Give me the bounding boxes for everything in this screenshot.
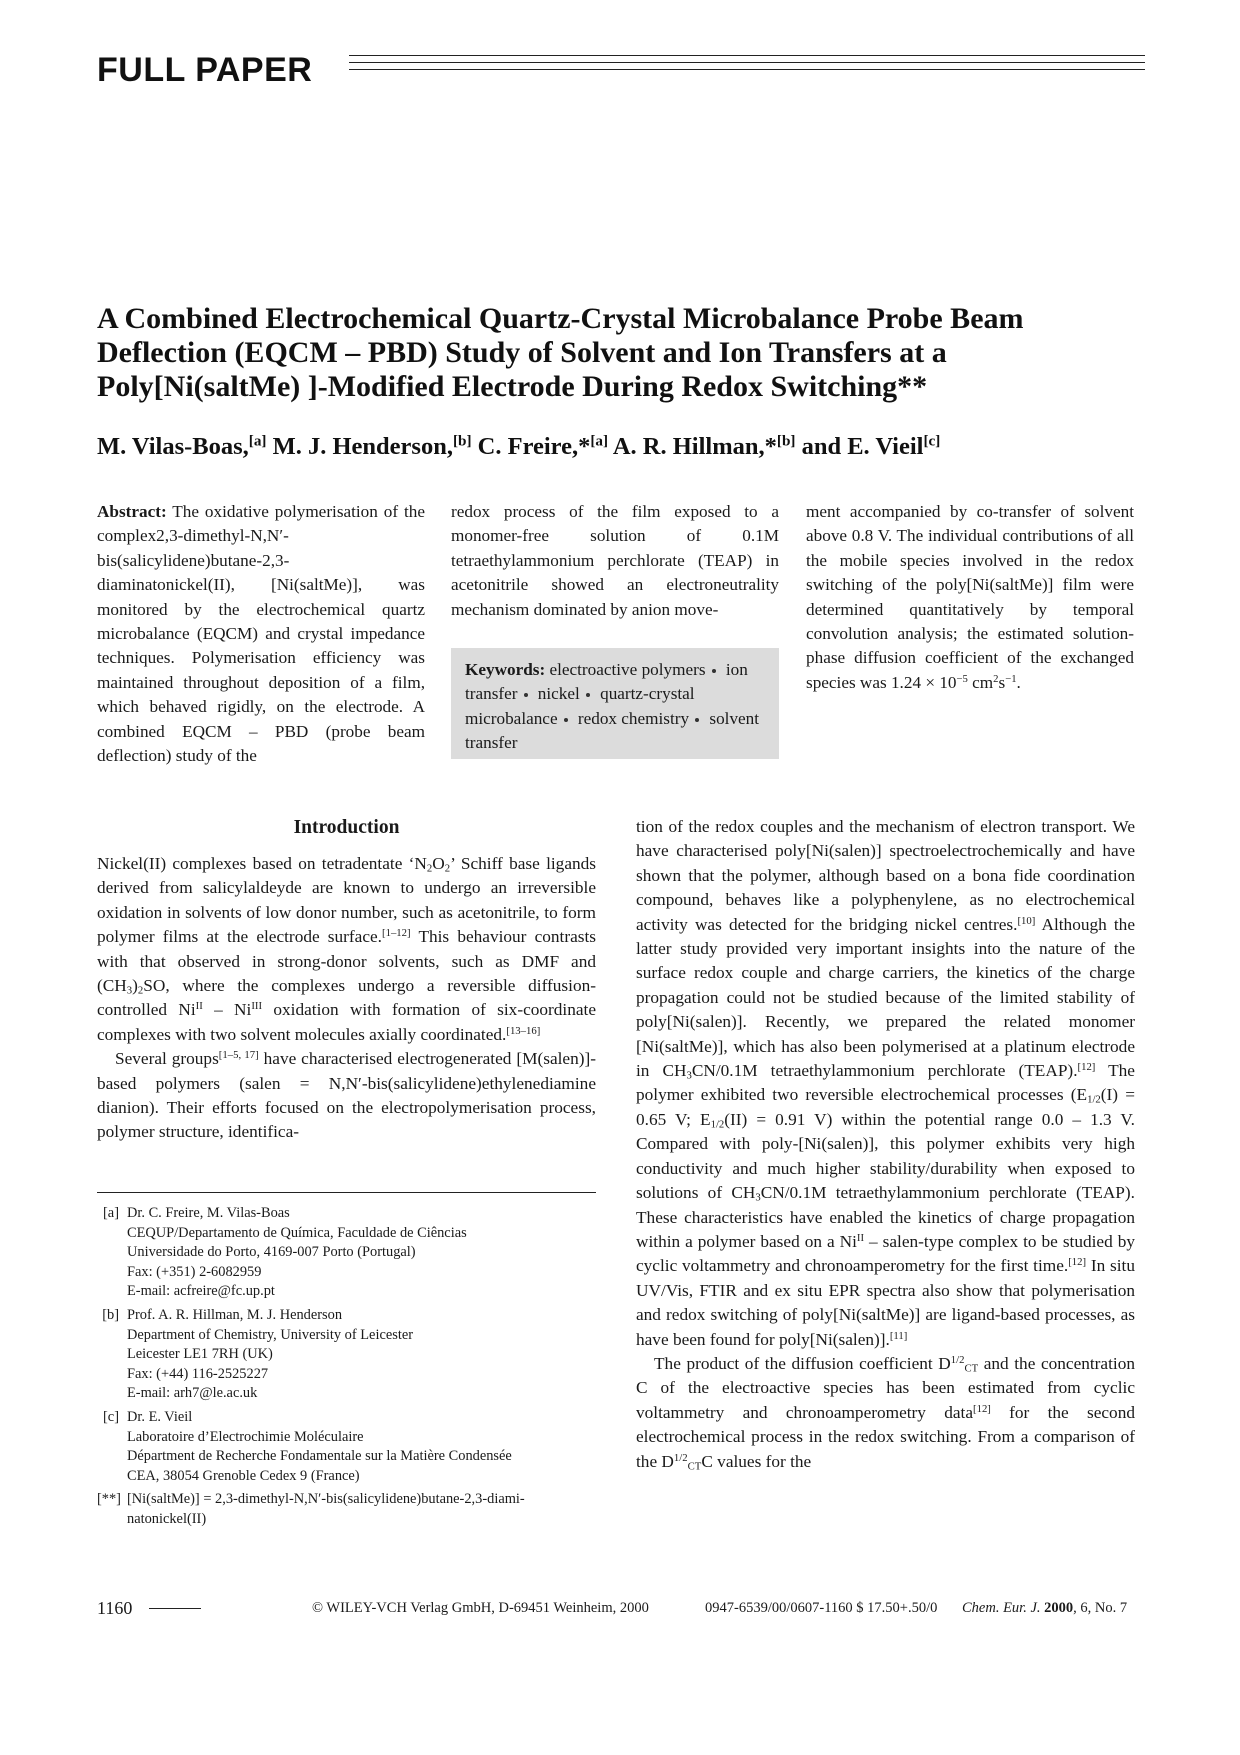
email-link: E-mail: acfreire@fc.up.pt: [127, 1283, 275, 1300]
author-affiliation: [b]: [776, 432, 796, 450]
author: C. Freire,*: [477, 433, 591, 460]
journal-citation: [962, 1596, 1127, 1620]
bullet-icon: [564, 718, 568, 722]
article-code: 0947-6539/00/0607-1160 $ 17.50+.50/0: [705, 1600, 938, 1616]
section-label: FULL PAPER: [97, 51, 313, 89]
body-column-left: [97, 852, 596, 1145]
unit: cm: [967, 672, 994, 692]
citation: [1–12]: [382, 927, 411, 940]
copyright-notice: © WILEY-VCH Verlag GmbH, D-69451 Weinheim, 2000: [312, 1600, 649, 1616]
header-rules: [349, 55, 1145, 76]
author-list: [97, 432, 1147, 462]
bullet-icon: [524, 693, 528, 697]
body-column-right: [636, 815, 1135, 1474]
paragraph: Several groups[1–5, 17] have characterised electrogenerated [M(salen)]-based polymers (salen = N,N′-bis(salicylidene)ethylenediamine dianion). Their efforts focused on the electropolymerisation process, polymer structure, identifica-: [97, 1049, 596, 1142]
abstract-text-2: redox process of the film exposed to a monomer-free solution of 0.1M tetraethylammonium perchlorate (TEAP) in acetonitrile showed an electroneutrality mechanism dominated by anion move-: [451, 502, 779, 619]
author-affiliation: [a]: [590, 432, 609, 450]
page-number: 1160: [97, 1598, 133, 1618]
affiliation-footnotes: [97, 1204, 596, 1534]
citation: [12]: [973, 1402, 991, 1415]
page-header: [97, 50, 1145, 90]
footnote: [**] [Ni(saltMe)] = 2,3-dimethyl-N,N′-bis(salicylidene)butane-2,3-diami- natonickel(II): [97, 1490, 596, 1529]
footnote: [b] Prof. A. R. Hillman, M. J. Henderson Department of Chemistry, University of Leicester Leicester LE1 7RH (UK) Fax: (+44) 116-2525227 E-mail: arh7@le.ac.uk: [97, 1306, 596, 1404]
abstract-column-1: [97, 500, 425, 768]
punctuation: .: [1016, 672, 1021, 692]
footnote: [c] Dr. E. Vieil Laboratoire d’Electrochimie Moléculaire Départment de Recherche Fondamentale sur la Matière Condensée CEA, 38054 Grenoble Cedex 9 (France): [97, 1408, 596, 1486]
section-heading: Introduction: [293, 817, 400, 838]
footnote-tag: [c]: [103, 1408, 119, 1425]
keywords-label: Keywords:: [465, 660, 546, 679]
author-affiliation: [b]: [452, 432, 472, 450]
citation: [12]: [1077, 1061, 1096, 1074]
keyword: redox chemistry: [577, 708, 690, 728]
author: and E. Vieil: [801, 433, 924, 460]
citation: [1–5, 17]: [218, 1049, 259, 1062]
abstract-column-3: [806, 500, 1134, 695]
abstract-label: Abstract:: [97, 502, 167, 521]
bullet-icon: [712, 669, 716, 673]
author-affiliation: [a]: [248, 432, 267, 450]
exponent: −5: [956, 673, 968, 685]
citation: [13–16]: [506, 1024, 541, 1037]
citation: [11]: [889, 1329, 908, 1342]
journal-volume: , 6, No. 7: [1073, 1600, 1128, 1616]
bullet-icon: [586, 693, 590, 697]
keyword: electroactive polymers: [549, 660, 706, 679]
footnote-tag: [a]: [103, 1205, 119, 1221]
paragraph: Nickel(II) complexes based on tetradentate ‘$N_2O_2$’ Schiff base ligands derived from salicylaldeyde are known to undergo an irreversible oxidation in solvents of low donor number, such as acetonitrile, to form polymer films at the electrode surface.[1–12] This behaviour contrasts with that observed in strong-donor solvents, such as DMF and $(CH_3)_2SO$, where the complexes undergo a reversible diffusion-controlled $Ni^{II} - Ni^{III}$ oxidation with formation of six-coordinate complexes with two solvent molecules axially coordinated.[13–16]: [97, 854, 597, 1044]
author-affiliation: [c]: [923, 432, 941, 450]
footnote-rule: [97, 1192, 596, 1193]
keyword: quartz-crystal microbalance: [465, 684, 695, 728]
email-link: E-mail: arh7@le.ac.uk: [127, 1385, 258, 1402]
citation: [12]: [1068, 1256, 1087, 1269]
footnote: [a] Dr. C. Freire, M. Vilas-Boas CEQUP/Departamento de Química, Faculdade de Ciências Universidade do Porto, 4169-007 Porto (Portugal) Fax: (+351) 2-6082959 E-mail: acfreire@fc.up.pt: [97, 1204, 596, 1302]
abstract-text-3: ment accompanied by co-transfer of solvent above 0.8 V. The individual contributions of all the mobile species involved in the redox switching of the poly[Ni(saltMe)] film were determined quantitatively by temporal convolution analysis; the estimated solution-phase diffusion coefficient of the exchanged species was 1.24 × 10: [806, 502, 1134, 692]
paragraph: tion of the redox couples and the mechanism of electron transport. We have characterised poly[Ni(salen)] spectroelectrochemically and have shown that the polymer, although based on a bona fide coordination compound, behaves like a polyphenylene, as no electrochemical activity was detected for the bridging nickel centres.[10] Although the latter study provided very important insights into the nature of the surface redox couple and charge carriers, the kinetics of the charge propagation could not be studied because of the limited stability of poly[Ni(salen)]. Recently, we prepared the related monomer [Ni(saltMe)], which has also been polymerised at a platinum electrode in $CH_3CN/0.1M$ tetraethylammonium perchlorate (TEAP).[12] The polymer exhibited two reversible electrochemical processes ($E_{1/2}(I) = 0.65$ V; $E_{1/2}(II) = 0.91$ V) within the potential range 0.0 – 1.3 V. Compared with poly-[Ni(salen)], this polymer exhibits very high conductivity and much higher stability/durability when exposed to solutions of $CH_3CN/0.1M$ tetraethylammonium perchlorate (TEAP). These characteristics have enabled the kinetics of charge propagation within a polymer based on a $Ni^{II}$ – salen-type complex to be studied by cyclic voltammetry and chronoamperometry for the first time.[12] In situ UV/Vis, FTIR and ex situ EPR spectra also show that polymerisation and redox switching of poly[Ni(saltMe)] are ligand-based processes, as have been found for poly[Ni(salen)].[11]: [636, 817, 1135, 1349]
unit: s: [998, 672, 1006, 692]
exponent: −1: [1005, 673, 1017, 685]
footnote-tag: [**]: [97, 1491, 121, 1508]
article-title: A Combined Electrochemical Quartz-Crystal Microbalance Probe Beam Deflection (EQCM – PBD) Study of Solvent and Ion Transfers at a Poly[Ni(saltMe) ]-Modified Electrode During Redox Switching**: [97, 302, 1024, 403]
citation: [10]: [1017, 914, 1036, 927]
footnote-tag: [b]: [102, 1306, 119, 1323]
keyword: nickel: [537, 684, 580, 704]
author: A. R. Hillman,*: [612, 433, 777, 460]
keyword: solvent transfer: [465, 708, 760, 753]
author: M. Vilas-Boas,: [97, 433, 249, 460]
author: M. J. Henderson,: [272, 433, 453, 460]
journal-name: Chem. Eur. J.: [962, 1600, 1041, 1616]
bullet-icon: [695, 718, 699, 722]
journal-year: 2000: [1044, 1600, 1074, 1616]
paragraph: The product of the diffusion coefficient $D^{1/2}_{CT}$ and the concentration C of the electroactive species has been estimated from cyclic voltammetry and chronoamperometry data[12] for the second electrochemical process in the redox switching. From a comparison of the $D^{1/2}_{CT}C$ values for the: [636, 1353, 1135, 1473]
abstract-text-1: The oxidative polymerisation of the complex2,3-dimethyl-N,N′-bis(salicylidene)butane-2,3-diaminatonickel(II), [Ni(saltMe)], was monitored by the electrochemical quartz microbalance (EQCM) and crystal impedance techniques. Polymerisation efficiency was maintained throughout deposition of a film, which behaved rigidly, on the electrode. A combined EQCM – PBD (probe beam deflection) study of the: [97, 502, 425, 766]
keyword: ion transfer: [465, 660, 748, 704]
abstract-column-2: [451, 500, 779, 622]
exponent: 2: [993, 673, 999, 685]
page-footer: [97, 1596, 1145, 1620]
keywords-box: [451, 648, 779, 759]
page-number-rule: [149, 1608, 201, 1609]
